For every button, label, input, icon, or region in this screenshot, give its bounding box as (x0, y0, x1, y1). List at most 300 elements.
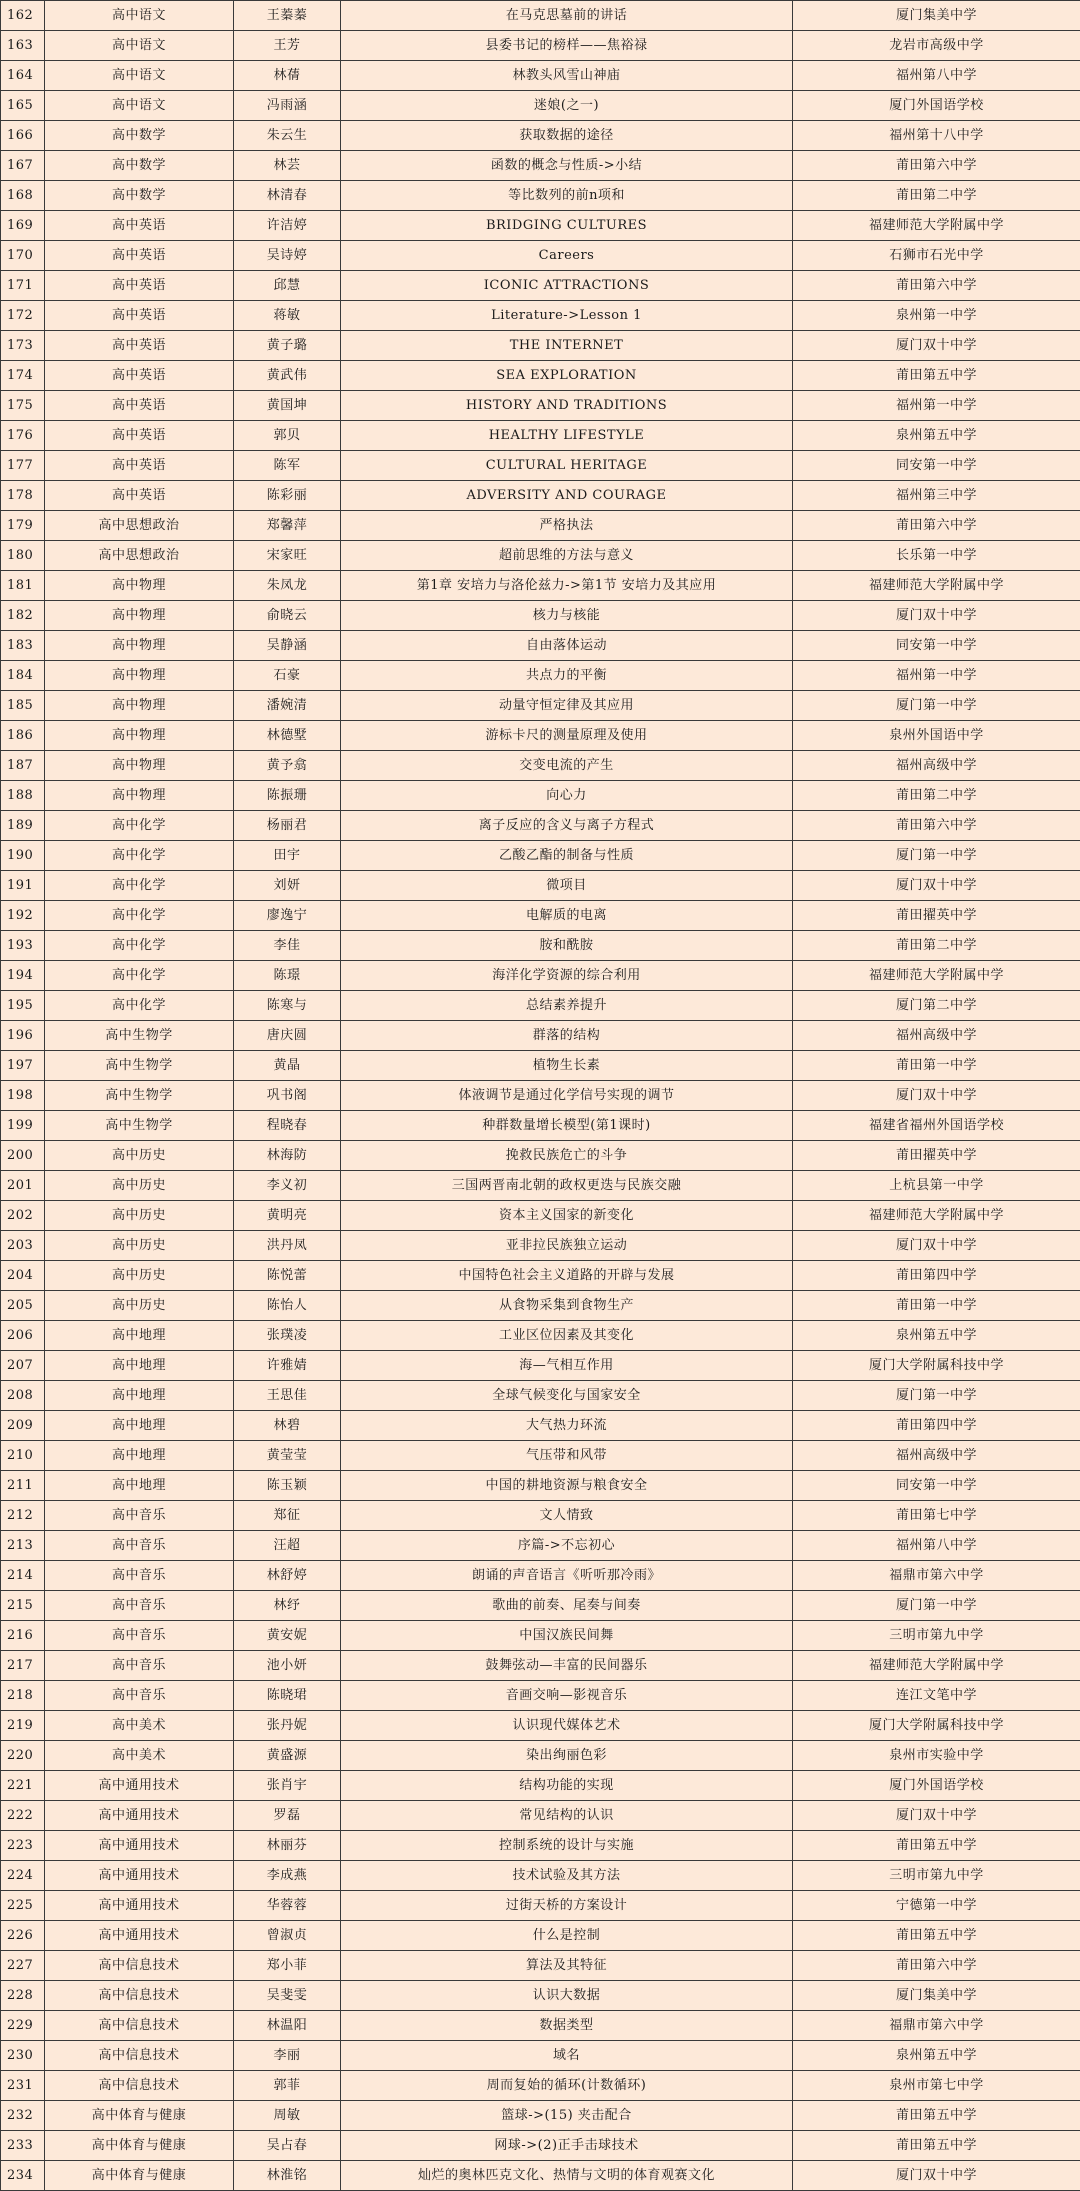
lesson-title-cell: 迷娘(之一) (341, 91, 793, 121)
lesson-title-cell: 全球气候变化与国家安全 (341, 1381, 793, 1411)
lesson-title-cell: 离子反应的含义与离子方程式 (341, 811, 793, 841)
table-row (1, 631, 1080, 661)
teacher-name-cell: 林清春 (234, 181, 341, 211)
teacher-name-cell: 林海防 (234, 1141, 341, 1171)
row-number: 226 (1, 1921, 45, 1951)
row-number: 213 (1, 1531, 45, 1561)
subject-cell: 高中生物学 (45, 1051, 234, 1081)
teacher-name-cell: 黄晶 (234, 1051, 341, 1081)
lesson-title-cell: 交变电流的产生 (341, 751, 793, 781)
teacher-name-cell: 许洁婷 (234, 211, 341, 241)
school-cell: 石狮市石光中学 (793, 241, 1080, 271)
table-row (1, 331, 1080, 361)
lesson-title-cell: CULTURAL HERITAGE (341, 451, 793, 481)
subject-cell: 高中语文 (45, 91, 234, 121)
lesson-title-cell: 工业区位因素及其变化 (341, 1321, 793, 1351)
lesson-title-cell: 控制系统的设计与实施 (341, 1831, 793, 1861)
subject-cell: 高中音乐 (45, 1651, 234, 1681)
lesson-title-cell: 过街天桥的方案设计 (341, 1891, 793, 1921)
subject-cell: 高中音乐 (45, 1561, 234, 1591)
teacher-name-cell: 陈怡人 (234, 1291, 341, 1321)
subject-cell: 高中历史 (45, 1291, 234, 1321)
table-row (1, 1081, 1080, 1111)
teacher-name-cell: 林淮铭 (234, 2161, 341, 2191)
teacher-name-cell: 黄盛源 (234, 1741, 341, 1771)
teacher-name-cell: 陈彩丽 (234, 481, 341, 511)
teacher-name-cell: 李义初 (234, 1171, 341, 1201)
school-cell: 厦门第二中学 (793, 991, 1080, 1021)
teacher-name-cell: 黄子璐 (234, 331, 341, 361)
subject-cell: 高中信息技术 (45, 1951, 234, 1981)
school-cell: 福建省福州外国语学校 (793, 1111, 1080, 1141)
table-row (1, 1411, 1080, 1441)
table-row (1, 61, 1080, 91)
table-row (1, 1201, 1080, 1231)
row-number: 185 (1, 691, 45, 721)
row-number: 190 (1, 841, 45, 871)
row-number: 167 (1, 151, 45, 181)
row-number: 168 (1, 181, 45, 211)
subject-cell: 高中美术 (45, 1741, 234, 1771)
row-number: 181 (1, 571, 45, 601)
row-number: 203 (1, 1231, 45, 1261)
lesson-title-cell: 体液调节是通过化学信号实现的调节 (341, 1081, 793, 1111)
subject-cell: 高中化学 (45, 961, 234, 991)
table-row (1, 841, 1080, 871)
subject-cell: 高中英语 (45, 271, 234, 301)
subject-cell: 高中数学 (45, 121, 234, 151)
school-cell: 泉州第五中学 (793, 2041, 1080, 2071)
table-row (1, 1231, 1080, 1261)
teacher-name-cell: 王芳 (234, 31, 341, 61)
row-number: 175 (1, 391, 45, 421)
teacher-name-cell: 林舒婷 (234, 1561, 341, 1591)
lesson-title-cell: 乙酸乙酯的制备与性质 (341, 841, 793, 871)
row-number: 174 (1, 361, 45, 391)
teacher-name-cell: 林蒨 (234, 61, 341, 91)
teacher-name-cell: 吴斐雯 (234, 1981, 341, 2011)
teacher-name-cell: 廖逸宁 (234, 901, 341, 931)
school-cell: 福鼎市第六中学 (793, 1561, 1080, 1591)
school-cell: 莆田第六中学 (793, 811, 1080, 841)
school-cell: 厦门大学附属科技中学 (793, 1351, 1080, 1381)
teacher-name-cell: 黄明亮 (234, 1201, 341, 1231)
subject-cell: 高中地理 (45, 1381, 234, 1411)
lesson-title-cell: 海—气相互作用 (341, 1351, 793, 1381)
school-cell: 福州第十八中学 (793, 121, 1080, 151)
lesson-title-cell: 结构功能的实现 (341, 1771, 793, 1801)
row-number: 233 (1, 2131, 45, 2161)
teacher-name-cell: 唐庆圆 (234, 1021, 341, 1051)
school-cell: 莆田第二中学 (793, 181, 1080, 211)
row-number: 215 (1, 1591, 45, 1621)
school-cell: 莆田擢英中学 (793, 901, 1080, 931)
school-cell: 三明市第九中学 (793, 1621, 1080, 1651)
teacher-name-cell: 潘婉清 (234, 691, 341, 721)
table-body (1, 1, 1080, 2191)
lesson-title-cell: ADVERSITY AND COURAGE (341, 481, 793, 511)
lesson-title-cell: 鼓舞弦动—丰富的民间器乐 (341, 1651, 793, 1681)
table-row (1, 1651, 1080, 1681)
lesson-title-cell: 获取数据的途径 (341, 121, 793, 151)
lesson-title-cell: 网球->(2)正手击球技术 (341, 2131, 793, 2161)
teacher-name-cell: 林芸 (234, 151, 341, 181)
lesson-title-cell: Careers (341, 241, 793, 271)
subject-cell: 高中体育与健康 (45, 2131, 234, 2161)
school-cell: 泉州第五中学 (793, 421, 1080, 451)
school-cell: 莆田第二中学 (793, 931, 1080, 961)
teacher-name-cell: 洪丹凤 (234, 1231, 341, 1261)
table-row (1, 541, 1080, 571)
table-row (1, 1681, 1080, 1711)
lesson-title-cell: 总结素养提升 (341, 991, 793, 1021)
teacher-name-cell: 张丹妮 (234, 1711, 341, 1741)
table-row (1, 451, 1080, 481)
teacher-name-cell: 郭贝 (234, 421, 341, 451)
lesson-title-cell: BRIDGING CULTURES (341, 211, 793, 241)
teacher-name-cell: 程晓春 (234, 1111, 341, 1141)
teacher-name-cell: 汪超 (234, 1531, 341, 1561)
row-number: 166 (1, 121, 45, 151)
teacher-name-cell: 黄国坤 (234, 391, 341, 421)
row-number: 197 (1, 1051, 45, 1081)
table-row (1, 121, 1080, 151)
lesson-title-cell: 亚非拉民族独立运动 (341, 1231, 793, 1261)
school-cell: 厦门第一中学 (793, 1381, 1080, 1411)
subject-cell: 高中物理 (45, 601, 234, 631)
teacher-name-cell: 张璞凌 (234, 1321, 341, 1351)
row-number: 220 (1, 1741, 45, 1771)
subject-cell: 高中语文 (45, 61, 234, 91)
subject-cell: 高中物理 (45, 691, 234, 721)
subject-cell: 高中化学 (45, 931, 234, 961)
lesson-title-cell: 音画交响—影视音乐 (341, 1681, 793, 1711)
row-number: 222 (1, 1801, 45, 1831)
lesson-title-cell: SEA EXPLORATION (341, 361, 793, 391)
teacher-name-cell: 冯雨涵 (234, 91, 341, 121)
subject-cell: 高中英语 (45, 301, 234, 331)
school-cell: 福州第三中学 (793, 481, 1080, 511)
table-row (1, 1921, 1080, 1951)
subject-cell: 高中通用技术 (45, 1891, 234, 1921)
subject-cell: 高中信息技术 (45, 2011, 234, 2041)
row-number: 189 (1, 811, 45, 841)
subject-cell: 高中历史 (45, 1231, 234, 1261)
school-cell: 福州高级中学 (793, 1441, 1080, 1471)
row-number: 171 (1, 271, 45, 301)
row-number: 230 (1, 2041, 45, 2071)
table-row (1, 391, 1080, 421)
row-number: 162 (1, 1, 45, 31)
row-number: 193 (1, 931, 45, 961)
teacher-name-cell: 陈军 (234, 451, 341, 481)
teacher-name-cell: 李丽 (234, 2041, 341, 2071)
subject-cell: 高中英语 (45, 421, 234, 451)
lesson-title-cell: 算法及其特征 (341, 1951, 793, 1981)
teacher-name-cell: 田宇 (234, 841, 341, 871)
subject-cell: 高中音乐 (45, 1591, 234, 1621)
table-row (1, 721, 1080, 751)
row-number: 229 (1, 2011, 45, 2041)
row-number: 202 (1, 1201, 45, 1231)
school-cell: 莆田第四中学 (793, 1411, 1080, 1441)
table-row (1, 361, 1080, 391)
subject-cell: 高中历史 (45, 1141, 234, 1171)
school-cell: 厦门第一中学 (793, 1591, 1080, 1621)
table-row (1, 901, 1080, 931)
lesson-title-cell: 植物生长素 (341, 1051, 793, 1081)
table-row (1, 1471, 1080, 1501)
school-cell: 莆田第七中学 (793, 1501, 1080, 1531)
table-row (1, 1051, 1080, 1081)
school-cell: 莆田第五中学 (793, 2101, 1080, 2131)
row-number: 205 (1, 1291, 45, 1321)
school-cell: 泉州第五中学 (793, 1321, 1080, 1351)
lesson-title-cell: 域名 (341, 2041, 793, 2071)
school-cell: 同安第一中学 (793, 451, 1080, 481)
subject-cell: 高中地理 (45, 1471, 234, 1501)
school-cell: 福建师范大学附属中学 (793, 1201, 1080, 1231)
school-cell: 连江文笔中学 (793, 1681, 1080, 1711)
school-cell: 莆田第六中学 (793, 1951, 1080, 1981)
school-cell: 福州第八中学 (793, 1531, 1080, 1561)
lesson-title-cell: 文人情致 (341, 1501, 793, 1531)
school-cell: 福州第一中学 (793, 661, 1080, 691)
table-row (1, 1741, 1080, 1771)
school-cell: 泉州第一中学 (793, 301, 1080, 331)
row-number: 188 (1, 781, 45, 811)
school-cell: 厦门双十中学 (793, 331, 1080, 361)
table-row (1, 601, 1080, 631)
row-number: 186 (1, 721, 45, 751)
row-number: 163 (1, 31, 45, 61)
lesson-title-cell: 数据类型 (341, 2011, 793, 2041)
school-cell: 福州第八中学 (793, 61, 1080, 91)
school-cell: 同安第一中学 (793, 631, 1080, 661)
table-row (1, 2161, 1080, 2191)
subject-cell: 高中英语 (45, 331, 234, 361)
table-row (1, 1951, 1080, 1981)
teacher-name-cell: 蒋敏 (234, 301, 341, 331)
table-row (1, 751, 1080, 781)
table-row (1, 571, 1080, 601)
row-number: 183 (1, 631, 45, 661)
row-number: 214 (1, 1561, 45, 1591)
school-cell: 泉州市实验中学 (793, 1741, 1080, 1771)
lesson-title-cell: 常见结构的认识 (341, 1801, 793, 1831)
table-row (1, 31, 1080, 61)
subject-cell: 高中物理 (45, 721, 234, 751)
lesson-title-cell: 第1章 安培力与洛伦兹力->第1节 安培力及其应用 (341, 571, 793, 601)
row-number: 209 (1, 1411, 45, 1441)
row-number: 208 (1, 1381, 45, 1411)
teacher-name-cell: 陈璟 (234, 961, 341, 991)
table-row (1, 871, 1080, 901)
lesson-title-cell: THE INTERNET (341, 331, 793, 361)
table-row (1, 1141, 1080, 1171)
subject-cell: 高中信息技术 (45, 1981, 234, 2011)
lesson-title-cell: 群落的结构 (341, 1021, 793, 1051)
row-number: 180 (1, 541, 45, 571)
row-number: 216 (1, 1621, 45, 1651)
row-number: 165 (1, 91, 45, 121)
school-cell: 福州高级中学 (793, 751, 1080, 781)
lesson-title-cell: 认识大数据 (341, 1981, 793, 2011)
table-row (1, 181, 1080, 211)
subject-cell: 高中化学 (45, 871, 234, 901)
subject-cell: 高中历史 (45, 1261, 234, 1291)
school-cell: 莆田第五中学 (793, 1831, 1080, 1861)
teacher-name-cell: 黄武伟 (234, 361, 341, 391)
row-number: 212 (1, 1501, 45, 1531)
table-row (1, 1891, 1080, 1921)
subject-cell: 高中通用技术 (45, 1831, 234, 1861)
table-row (1, 2011, 1080, 2041)
subject-cell: 高中地理 (45, 1351, 234, 1381)
lesson-title-cell: 林教头风雪山神庙 (341, 61, 793, 91)
teacher-name-cell: 林碧 (234, 1411, 341, 1441)
subject-cell: 高中通用技术 (45, 1921, 234, 1951)
table-row (1, 661, 1080, 691)
teacher-name-cell: 林丽芬 (234, 1831, 341, 1861)
teacher-name-cell: 罗磊 (234, 1801, 341, 1831)
school-cell: 厦门集美中学 (793, 1981, 1080, 2011)
table-row (1, 1111, 1080, 1141)
row-number: 192 (1, 901, 45, 931)
subject-cell: 高中数学 (45, 181, 234, 211)
row-number: 232 (1, 2101, 45, 2131)
table-row (1, 691, 1080, 721)
row-number: 207 (1, 1351, 45, 1381)
row-number: 177 (1, 451, 45, 481)
row-number: 196 (1, 1021, 45, 1051)
row-number: 182 (1, 601, 45, 631)
lesson-title-cell: 自由落体运动 (341, 631, 793, 661)
school-cell: 泉州外国语中学 (793, 721, 1080, 751)
school-cell: 厦门第一中学 (793, 841, 1080, 871)
subject-cell: 高中历史 (45, 1171, 234, 1201)
table-row (1, 1321, 1080, 1351)
subject-cell: 高中音乐 (45, 1501, 234, 1531)
table-row (1, 1291, 1080, 1321)
subject-cell: 高中英语 (45, 361, 234, 391)
row-number: 223 (1, 1831, 45, 1861)
table-row (1, 2071, 1080, 2101)
school-cell: 三明市第九中学 (793, 1861, 1080, 1891)
row-number: 219 (1, 1711, 45, 1741)
lesson-title-cell: 认识现代媒体艺术 (341, 1711, 793, 1741)
school-cell: 厦门双十中学 (793, 2161, 1080, 2191)
table-row (1, 211, 1080, 241)
teacher-name-cell: 李佳 (234, 931, 341, 961)
lesson-title-cell: 游标卡尺的测量原理及使用 (341, 721, 793, 751)
table-row (1, 91, 1080, 121)
subject-cell: 高中语文 (45, 31, 234, 61)
subject-cell: 高中历史 (45, 1201, 234, 1231)
subject-cell: 高中物理 (45, 631, 234, 661)
lesson-title-cell: Literature->Lesson 1 (341, 301, 793, 331)
subject-cell: 高中地理 (45, 1441, 234, 1471)
teacher-name-cell: 邱慧 (234, 271, 341, 301)
teacher-name-cell: 石豪 (234, 661, 341, 691)
lesson-title-cell: 中国特色社会主义道路的开辟与发展 (341, 1261, 793, 1291)
lesson-title-cell: 在马克思墓前的讲话 (341, 1, 793, 31)
row-number: 178 (1, 481, 45, 511)
table-row (1, 301, 1080, 331)
teacher-name-cell: 郭菲 (234, 2071, 341, 2101)
table-row (1, 1531, 1080, 1561)
lesson-title-cell: 等比数列的前n项和 (341, 181, 793, 211)
subject-cell: 高中音乐 (45, 1681, 234, 1711)
table-row (1, 1981, 1080, 2011)
subject-cell: 高中英语 (45, 451, 234, 481)
lesson-title-cell: HEALTHY LIFESTYLE (341, 421, 793, 451)
row-number: 210 (1, 1441, 45, 1471)
subject-cell: 高中音乐 (45, 1531, 234, 1561)
subject-cell: 高中通用技术 (45, 1861, 234, 1891)
subject-cell: 高中物理 (45, 661, 234, 691)
row-number: 164 (1, 61, 45, 91)
subject-cell: 高中化学 (45, 841, 234, 871)
table-row (1, 1351, 1080, 1381)
table-row (1, 991, 1080, 1021)
teacher-name-cell: 俞晓云 (234, 601, 341, 631)
lesson-title-cell: 中国的耕地资源与粮食安全 (341, 1471, 793, 1501)
subject-cell: 高中生物学 (45, 1081, 234, 1111)
row-number: 184 (1, 661, 45, 691)
subject-cell: 高中地理 (45, 1321, 234, 1351)
lesson-title-cell: 灿烂的奥林匹克文化、热情与文明的体育观赛文化 (341, 2161, 793, 2191)
teacher-name-cell: 黄莹莹 (234, 1441, 341, 1471)
row-number: 204 (1, 1261, 45, 1291)
teacher-name-cell: 池小妍 (234, 1651, 341, 1681)
subject-cell: 高中信息技术 (45, 2041, 234, 2071)
table-row (1, 1441, 1080, 1471)
school-cell: 福鼎市第六中学 (793, 2011, 1080, 2041)
subject-cell: 高中通用技术 (45, 1801, 234, 1831)
table-row (1, 1561, 1080, 1591)
table-row (1, 241, 1080, 271)
teacher-name-cell: 林温阳 (234, 2011, 341, 2041)
row-number: 201 (1, 1171, 45, 1201)
lesson-title-cell: 函数的概念与性质->小结 (341, 151, 793, 181)
table-row (1, 1261, 1080, 1291)
row-number: 200 (1, 1141, 45, 1171)
teacher-name-cell: 刘妍 (234, 871, 341, 901)
subject-cell: 高中英语 (45, 481, 234, 511)
school-cell: 宁德第一中学 (793, 1891, 1080, 1921)
table-row (1, 1381, 1080, 1411)
lesson-title-cell: 什么是控制 (341, 1921, 793, 1951)
lesson-title-cell: 朗诵的声音语言《听听那冷雨》 (341, 1561, 793, 1591)
school-cell: 厦门双十中学 (793, 601, 1080, 631)
subject-cell: 高中思想政治 (45, 511, 234, 541)
row-number: 199 (1, 1111, 45, 1141)
teacher-name-cell: 周敏 (234, 2101, 341, 2131)
row-number: 227 (1, 1951, 45, 1981)
teacher-name-cell: 林纾 (234, 1591, 341, 1621)
lesson-title-cell: 动量守恒定律及其应用 (341, 691, 793, 721)
table-row (1, 2041, 1080, 2071)
school-cell: 厦门双十中学 (793, 1801, 1080, 1831)
school-cell: 厦门双十中学 (793, 1231, 1080, 1261)
teacher-name-cell: 林德墅 (234, 721, 341, 751)
lesson-title-cell: 染出绚丽色彩 (341, 1741, 793, 1771)
teacher-name-cell: 朱云生 (234, 121, 341, 151)
row-number: 221 (1, 1771, 45, 1801)
row-number: 228 (1, 1981, 45, 2011)
school-cell: 莆田擢英中学 (793, 1141, 1080, 1171)
